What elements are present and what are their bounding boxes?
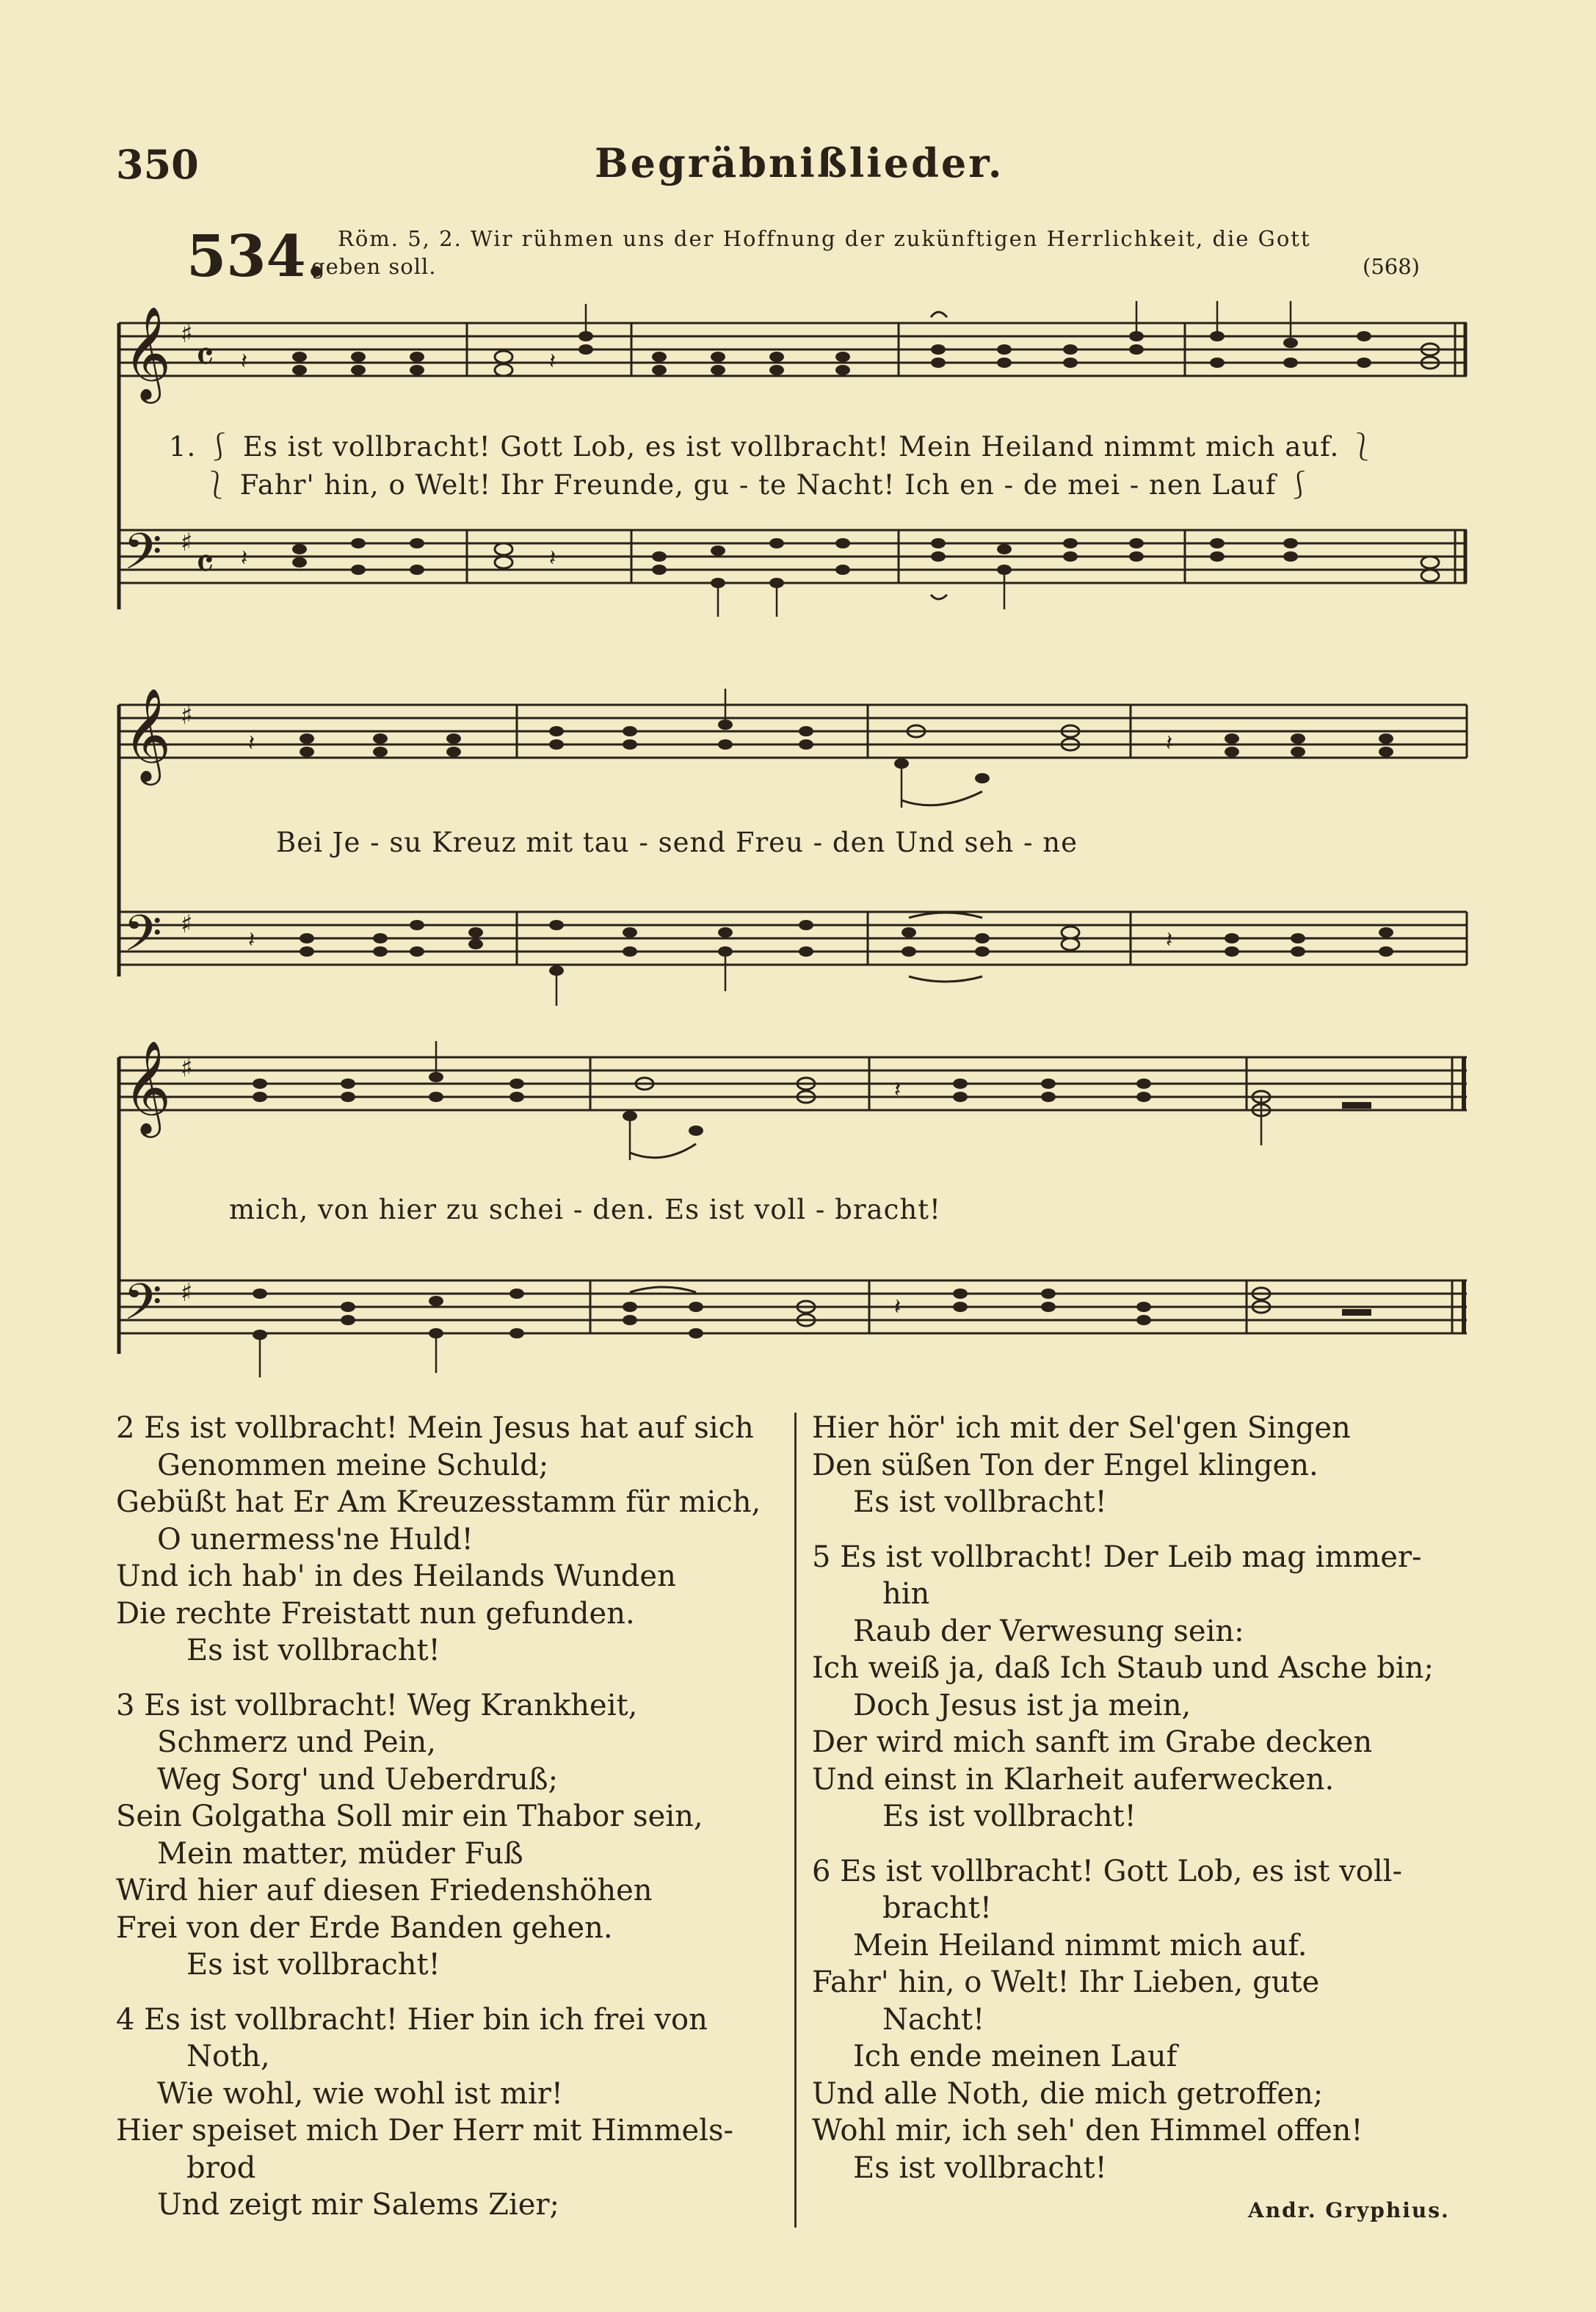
verse-line: 3 Es ist vollbracht! Weg Krankheit,	[116, 1688, 638, 1722]
scripture-reference-cont: geben soll.	[311, 254, 437, 279]
verse-4	[116, 2001, 777, 2224]
svg-text:𝄽: 𝄽	[1166, 731, 1173, 756]
svg-text:♯: ♯	[181, 701, 193, 731]
verse-line: Schmerz und Pein,	[157, 1725, 436, 1759]
svg-text:𝄢: 𝄢	[123, 905, 162, 975]
svg-text:𝄞: 𝄞	[123, 687, 172, 781]
svg-text:𝄴: 𝄴	[195, 539, 214, 589]
hymn-number: 534.	[186, 223, 326, 290]
column-divider	[794, 1413, 797, 2228]
verse-refrain: Es ist vollbracht!	[882, 1800, 1136, 1833]
svg-text:𝄽: 𝄽	[549, 349, 556, 374]
verse-refrain: Es ist vollbracht!	[853, 2150, 1107, 2185]
verse-line: 2 Es ist vollbracht! Mein Jesus hat auf sich	[116, 1411, 754, 1445]
verse-line: Gebüßt hat Er Am Kreuzesstamm für mich,	[116, 1485, 761, 1519]
verse-line: hin	[882, 1577, 930, 1611]
svg-text:𝄢: 𝄢	[123, 1274, 162, 1344]
verse-line: O unermess'ne Huld!	[157, 1522, 474, 1557]
verses-right-column	[812, 1410, 1473, 2186]
verse-line: Wie wohl, wie wohl ist mir!	[157, 2076, 563, 2111]
verse-line: Und ich hab' in des Heilands Wunden	[116, 1559, 676, 1593]
verse-line: bracht!	[882, 1891, 992, 1925]
music-system-3	[116, 1035, 1473, 1388]
verse-line: Ich ende meinen Lauf	[853, 2040, 1178, 2073]
lyric-line-1: 1. ⎰ Es ist vollbracht! Gott Lob, es ist vollbracht! Mein Heiland nimmt mich auf. ⎱	[169, 431, 1377, 463]
verse-refrain: Es ist vollbracht!	[186, 1634, 440, 1667]
verse-line: Und alle Noth, die mich getroffen;	[812, 2076, 1324, 2111]
verse-line: Ich weiß ja, daß Ich Staub und Asche bin;	[812, 1651, 1434, 1685]
lyric-line-2: ⎱ Fahr' hin, o Welt! Ihr Freunde, gu - te Nacht! Ich en - de mei - nen Lauf ⎰	[203, 469, 1314, 501]
svg-text:♯: ♯	[181, 910, 193, 939]
svg-text:𝄞: 𝄞	[123, 1040, 172, 1134]
verses-left-column	[116, 1410, 777, 2224]
svg-text:♯: ♯	[181, 1278, 193, 1308]
svg-text:♯: ♯	[181, 1054, 193, 1083]
svg-text:𝄢: 𝄢	[123, 523, 162, 593]
verse-line: Die rechte Freistatt nun gefunden.	[116, 1596, 635, 1631]
verse-line: 6 Es ist vollbracht! Gott Lob, es ist voll-	[812, 1854, 1402, 1888]
lyric-line-3: Bei Je - su Kreuz mit tau - send Freu - den Und seh - ne	[276, 827, 1078, 858]
verse-line: Mein matter, müder Fuß	[157, 1836, 523, 1871]
verse-line: Mein Heiland nimmt mich auf.	[853, 1928, 1307, 1963]
svg-text:𝄽: 𝄽	[894, 1294, 902, 1320]
verse-line: Hier hör' ich mit der Sel'gen Singen	[812, 1411, 1351, 1445]
verse-4-continued	[812, 1410, 1473, 1521]
scripture-reference: Röm. 5, 2. Wir rühmen uns der Hoffnung der zukünftigen Herrlichkeit, die Gott	[338, 226, 1311, 251]
svg-text:𝄽: 𝄽	[241, 546, 248, 571]
lyric-line-4: mich, von hier zu schei - den. Es ist voll - bracht!	[229, 1194, 941, 1225]
svg-text:𝄴: 𝄴	[195, 332, 214, 382]
verse-line: Genommen meine Schuld;	[157, 1448, 549, 1482]
svg-text:𝄽: 𝄽	[248, 731, 255, 756]
verse-line: Und zeigt mir Salems Zier;	[157, 2188, 560, 2222]
verse-line: Wird hier auf diesen Friedenshöhen	[116, 1874, 653, 1907]
verse-3	[116, 1687, 777, 1984]
svg-text:♯: ♯	[181, 528, 193, 557]
verse-line: Doch Jesus ist ja mein,	[853, 1688, 1191, 1722]
svg-text:♯: ♯	[181, 319, 193, 349]
running-title: Begräbnißlieder.	[595, 139, 1004, 186]
music-system-2	[116, 683, 1473, 1006]
svg-text:𝄽: 𝄽	[1166, 927, 1173, 953]
verse-6	[812, 1853, 1473, 2187]
verse-line: Raub der Verwesung sein:	[853, 1614, 1244, 1648]
svg-text:𝄽: 𝄽	[248, 927, 255, 953]
verse-line: Hier speiset mich Der Herr mit Himmels-	[116, 2114, 734, 2148]
verse-line: Weg Sorg' und Ueberdruß;	[157, 1762, 559, 1797]
melody-number: (568)	[1363, 254, 1420, 279]
music-system-1	[116, 301, 1473, 624]
verse-line: Wohl mir, ich seh' den Himmel offen!	[812, 2114, 1363, 2148]
verse-refrain: Es ist vollbracht!	[186, 1948, 440, 1982]
page-number: 350	[116, 141, 199, 188]
verse-2	[116, 1410, 777, 1670]
verse-line: 5 Es ist vollbracht! Der Leib mag immer-	[812, 1540, 1422, 1574]
verse-line: Frei von der Erde Banden gehen.	[116, 1910, 613, 1945]
svg-text:𝄽: 𝄽	[894, 1077, 902, 1103]
verse-line: Nacht!	[882, 2002, 985, 2037]
author-attribution: Andr. Gryphius.	[1248, 2198, 1450, 2222]
svg-text:𝄞: 𝄞	[123, 305, 172, 399]
verse-line: Den süßen Ton der Engel klingen.	[812, 1448, 1318, 1482]
verse-line: Sein Golgatha Soll mir ein Thabor sein,	[116, 1800, 703, 1833]
verse-line: brod	[186, 2150, 256, 2185]
verse-line: Fahr' hin, o Welt! Ihr Lieben, gute	[812, 1965, 1320, 1999]
verse-line: Der wird mich sanft im Grabe decken	[812, 1725, 1373, 1759]
verse-refrain: Es ist vollbracht!	[853, 1485, 1107, 1519]
verse-5	[812, 1539, 1473, 1836]
verse-line: Noth,	[186, 2040, 270, 2073]
verse-line: Und einst in Klarheit auferwecken.	[812, 1762, 1335, 1797]
svg-text:𝄽: 𝄽	[549, 546, 556, 571]
svg-text:𝄽: 𝄽	[241, 349, 248, 374]
verse-line: 4 Es ist vollbracht! Hier bin ich frei von	[116, 2002, 708, 2037]
